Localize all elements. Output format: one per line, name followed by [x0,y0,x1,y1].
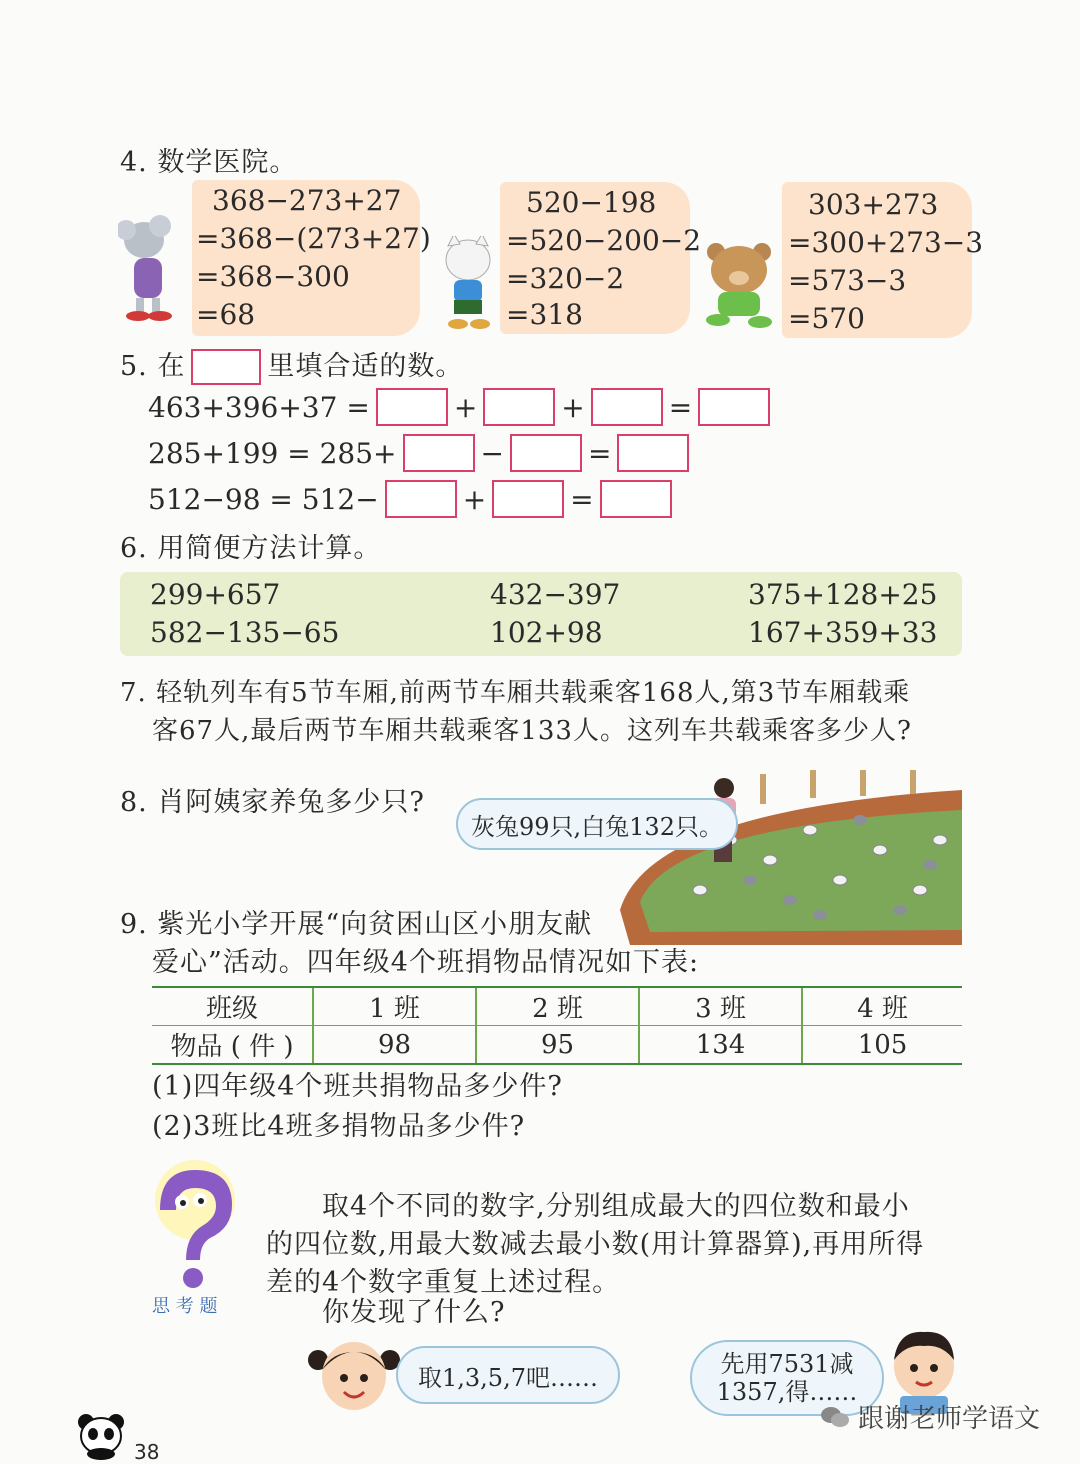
table-cell: 105 [802,1026,962,1065]
q4-title: 4. 数学医院。 [120,147,298,178]
q6-exercise-band [120,572,962,656]
card1-line: =368−300 [196,260,350,293]
think-line1: 取4个不同的数字,分别组成最大的四位数和最小 [322,1191,910,1222]
boy-bubble-text-1: 先用7531减 [720,1350,854,1378]
donation-table [152,986,962,1065]
mouse-illustration [118,212,190,324]
girl-speech-bubble [396,1346,620,1404]
card3-line: =570 [788,302,865,335]
q5-row-2 [148,434,695,472]
question-mark-mascot-icon [140,1160,250,1296]
table-cell: 134 [639,1026,802,1065]
think-line3: 差的4个数字重复上述过程。 [266,1267,621,1298]
card3-line: =573−3 [788,264,907,297]
exercise-item: 102+98 [490,616,603,649]
card1-line: 368−273+27 [212,184,402,217]
q5-row-lhs: 285+199 = 285+ [148,436,397,470]
exercise-item: 582−135−65 [150,616,340,649]
watermark-text: 跟谢老师学语文 [858,1404,1041,1434]
girl-illustration [306,1334,402,1424]
think-line2: 的四位数,用最大数减去最小数(用计算器算),再用所得 [266,1229,925,1260]
girl-bubble-text: 取1,3,5,7吧…… [418,1363,598,1392]
q9-line2: 爱心”活动。四年级4个班捐物品情况如下表: [152,947,700,978]
q8-speech-bubble [456,798,738,850]
card2-line: =318 [506,298,583,331]
panda-icon [72,1410,132,1460]
operator: = [587,436,612,470]
operator: + [462,482,487,516]
answer-box[interactable] [403,434,475,472]
card2-line: =320−2 [506,262,625,295]
q7-line2: 客67人,最后两节车厢共载乘客133人。这列车共载乘客多少人? [152,716,912,746]
operator: = [668,390,693,424]
card3-line: 303+273 [808,188,939,221]
table-cell: 98 [313,1026,476,1065]
q5-suffix: 里填合适的数。 [267,351,464,382]
card3-line: =300+273−3 [788,226,984,259]
q6-title: 6. 用简便方法计算。 [120,533,382,564]
q5-row-1 [148,388,776,426]
exercise-item: 167+359+33 [748,616,938,649]
q4-card-2 [500,182,702,334]
q4-card-3 [782,182,984,338]
answer-box[interactable] [510,434,582,472]
think-label: 思 考 题 [152,1296,218,1317]
card1-line: =368−(273+27) [196,222,431,255]
q5-title [120,348,463,386]
card1-line: =68 [196,298,256,331]
watermark [820,1398,1040,1435]
answer-box[interactable] [376,388,448,426]
operator: − [480,436,504,470]
rabbit-pen-illustration [610,770,962,945]
exercise-item: 432−397 [490,578,621,611]
table-cell: 1 班 [313,987,476,1026]
q7-line1: 7. 轻轨列车有5节车厢,前两节车厢共载乘客168人,第3节车厢载乘 [120,678,911,708]
card2-line: =520−200−2 [506,224,702,257]
q9-line1: 9. 紫光小学开展“向贫困山区小朋友献 [120,909,593,940]
q8-title: 8. 肖阿姨家养兔多少只? [120,787,425,818]
cat-illustration [436,236,500,332]
exercise-item: 375+128+25 [748,578,938,611]
bear-illustration [704,240,780,330]
table-cell: 3 班 [639,987,802,1026]
answer-box[interactable] [698,388,770,426]
table-cell: 班级 [152,987,313,1026]
table-cell: 2 班 [476,987,639,1026]
table-cell: 物品 ( 件 ) [152,1026,313,1065]
q5-prefix: 5. 在 [120,351,186,382]
q9-sub2: (2)3班比4班多捐物品多少件? [152,1111,526,1142]
table-row [152,1026,962,1065]
table-cell: 95 [476,1026,639,1065]
answer-box[interactable] [617,434,689,472]
answer-box[interactable] [483,388,555,426]
think-line4: 你发现了什么? [322,1297,506,1328]
answer-box[interactable] [591,388,663,426]
table-cell: 4 班 [802,987,962,1026]
exercise-item: 299+657 [150,578,281,611]
q4-card-1 [192,180,431,336]
answer-box[interactable] [492,480,564,518]
wechat-icon [820,1404,850,1430]
q5-row-lhs: 512−98 = 512− [148,482,379,516]
q5-row-lhs: 463+396+37 = [148,390,370,424]
sample-box [191,349,261,385]
table-header-row [152,987,962,1026]
q8-bubble-text: 灰兔99只,白兔132只。 [471,812,723,841]
page-number: 38 [134,1440,160,1464]
card2-line: 520−198 [526,186,657,219]
answer-box[interactable] [600,480,672,518]
operator: + [453,390,478,424]
q5-row-3 [148,480,678,518]
boy-bubble-text-2: 1357,得…… [716,1378,858,1406]
answer-box[interactable] [385,480,457,518]
q9-sub1: (1)四年级4个班共捐物品多少件? [152,1071,563,1102]
operator: = [570,482,594,516]
operator: + [561,390,585,424]
